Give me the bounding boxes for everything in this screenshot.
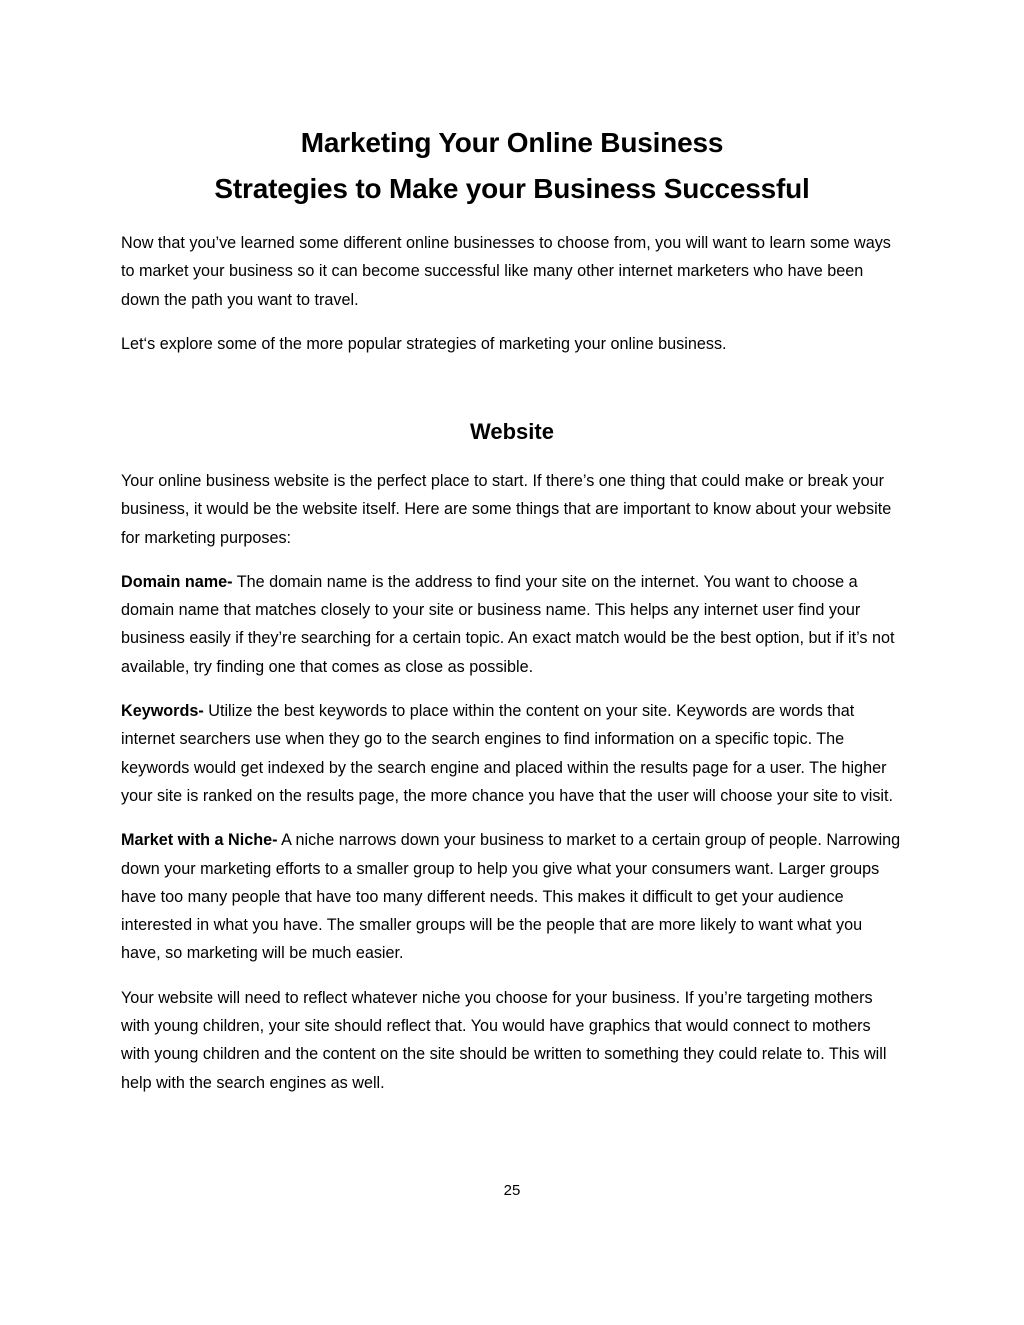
page-subtitle: Strategies to Make your Business Successful	[214, 173, 810, 204]
item-term: Domain name-	[121, 572, 233, 591]
page-title: Marketing Your Online Business	[300, 127, 724, 158]
website-section-body	[121, 467, 903, 1113]
intro-paragraph: Let‘s explore some of the more popular strategies of marketing your online business.	[121, 334, 727, 353]
item-term: Keywords-	[121, 702, 204, 721]
item-keywords	[121, 697, 903, 810]
document-page	[121, 0, 903, 1325]
item-domain-name	[121, 568, 903, 681]
item-term: Market with a Niche-	[121, 831, 278, 850]
title-block	[121, 120, 903, 212]
section-heading-website: Website	[470, 419, 554, 444]
item-text: The domain name is the address to find your site on the internet. You want to choose a domain name that matches closely to your site or business name. This helps any internet user find your business easily if they’re searching for a certain topic. An exact match would be the best option, but if it’s not available, try finding one that comes as close as possible.	[121, 572, 895, 676]
intro-paragraph: Now that you’ve learned some different online businesses to choose from, you will want to learn some ways to market your business so it can become successful like many other internet marketers who have been down the path you want to travel.	[121, 234, 891, 309]
item-text: A niche narrows down your business to market to a certain group of people. Narrowing down your marketing efforts to a smaller group to help you give what your consumers want. Larger groups have too many people that have too many different needs. This makes it difficult to get your audience interested in what you have. The smaller groups will be the people that are more likely to want what you have, so marketing will be much easier.	[121, 831, 901, 963]
closing-paragraph: Your website will need to reflect whatever niche you choose for your business. If you’re targeting mothers with young children, your site should reflect that. You would have graphics that would connect to mothers with young children and the content on the site should be written to something they could relate to. This will help with the search engines as well.	[121, 988, 887, 1092]
intro-section	[121, 229, 903, 374]
item-text: Utilize the best keywords to place within the content on your site. Keywords are words that internet searchers use when they go to the search engines to find information on a specific topic. The keywords would get indexed by the search engine and placed within the results page for a user. The higher your site is ranked on the results page, the more chance you have that the user will choose your site to visit.	[121, 702, 894, 805]
page-number: 25	[503, 1182, 521, 1199]
section-intro-paragraph: Your online business website is the perfect place to start. If there’s one thing that could make or break your business, it would be the website itself. Here are some things that are important to know about your website for marketing purposes:	[121, 472, 892, 547]
item-market-with-niche	[121, 826, 903, 967]
